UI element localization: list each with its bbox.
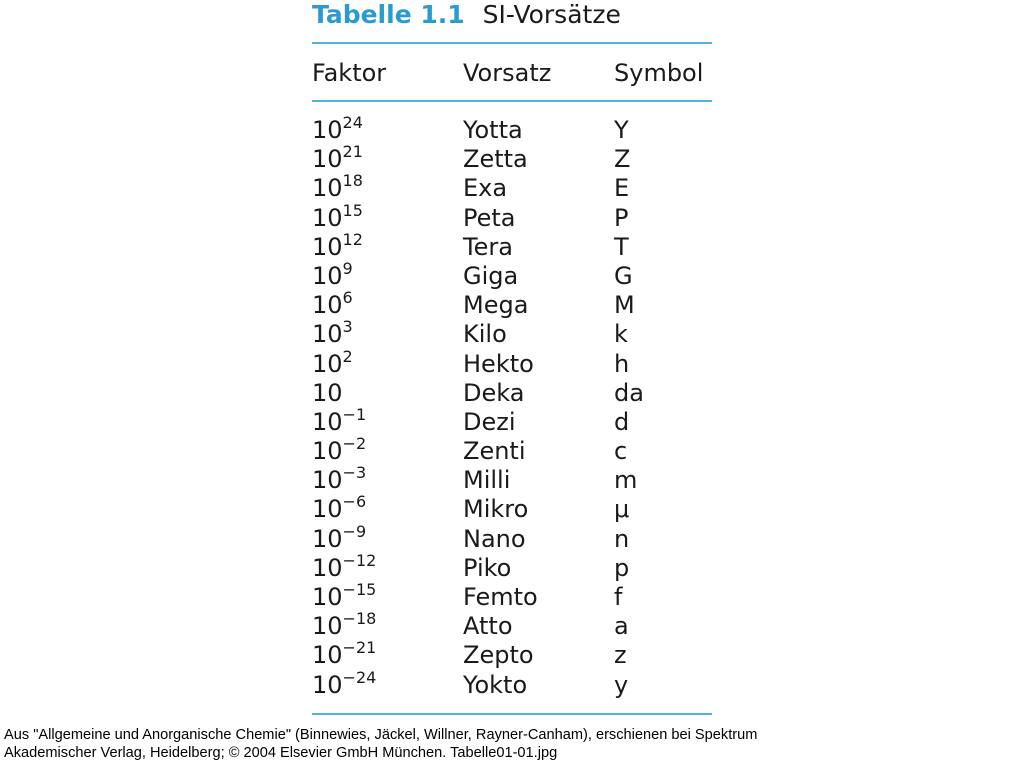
factor-exponent: 18 [342,171,363,191]
factor-cell [312,669,376,702]
factor-exponent: −2 [342,434,367,454]
factor-base: 10 [312,203,343,232]
factor-base: 10 [312,612,343,641]
bottom-rule [312,713,712,715]
factor-exponent: −9 [342,521,367,541]
table-row [312,260,712,289]
table-row [312,231,712,260]
prefix-cell: Kilo [463,320,507,349]
table-row [312,114,712,143]
table-row [312,318,712,347]
factor-exponent: −3 [342,463,367,483]
table-row [312,464,712,493]
table-row [312,610,712,639]
table-row [312,377,712,406]
symbol-cell: E [614,174,630,203]
prefix-cell: Atto [463,612,513,641]
prefix-cell: Milli [463,466,511,495]
symbol-cell: p [614,553,630,582]
table-number: Tabelle 1.1 [312,0,465,29]
table-row [312,523,712,552]
table-row [312,639,712,668]
symbol-cell: μ [614,495,630,524]
prefix-cell: Exa [463,174,508,203]
table-row [312,348,712,377]
factor-exponent: −21 [342,638,377,658]
symbol-cell: d [614,407,630,436]
factor-base: 10 [312,495,343,524]
prefix-cell: Nano [463,524,526,553]
prefix-cell: Femto [463,583,538,611]
factor-cell [312,231,363,264]
factor-exponent: −15 [342,580,377,599]
factor-exponent: 15 [342,200,363,220]
factor-base: 10 [312,553,343,582]
prefix-cell: Mega [463,291,529,320]
factor-exponent: 12 [342,229,363,249]
table-body [312,114,712,698]
prefix-cell: Dezi [463,407,516,436]
factor-base: 10 [312,378,343,407]
factor-base: 10 [312,291,343,320]
factor-exponent: 21 [342,142,363,162]
header-factor: Faktor [312,59,387,87]
factor-base: 10 [312,232,343,261]
factor-base: 10 [312,466,343,495]
symbol-cell: n [614,524,630,553]
prefix-cell: Yokto [463,670,528,699]
symbol-cell: T [614,232,629,261]
factor-base: 10 [312,670,343,699]
factor-base: 10 [312,407,343,436]
factor-base: 10 [312,174,343,203]
factor-exponent: −18 [342,609,377,629]
symbol-cell: z [614,641,627,670]
header-rule [312,100,712,102]
table-row [312,493,712,522]
table-row [312,406,712,435]
factor-base: 10 [312,437,343,466]
top-rule [312,42,712,44]
symbol-cell: k [614,320,628,349]
factor-base: 10 [312,349,343,378]
header-symbol: Symbol [614,59,704,87]
factor-base: 10 [312,261,343,290]
symbol-cell: da [614,378,644,407]
table-row [312,143,712,172]
factor-base: 10 [312,145,343,174]
symbol-cell: a [614,612,629,641]
factor-exponent: 3 [342,317,353,337]
factor-cell [312,348,353,381]
table-row [312,552,712,581]
factor-exponent: 2 [342,346,353,366]
prefix-cell: Yotta [463,116,523,144]
factor-cell [312,377,343,410]
factor-exponent: 6 [342,288,353,308]
table-caption [312,0,621,30]
factor-exponent: −1 [342,404,367,424]
prefix-cell: Giga [463,261,519,290]
prefix-cell: Peta [463,203,516,232]
factor-exponent: −12 [342,550,377,570]
factor-exponent: −6 [342,492,367,512]
symbol-cell: h [614,349,630,378]
factor-exponent: −24 [342,667,377,687]
factor-exponent: 9 [342,258,353,278]
prefix-cell: Zenti [463,437,526,466]
table-row [312,581,712,610]
factor-base: 10 [312,320,343,349]
prefix-cell: Hekto [463,349,534,378]
prefix-cell: Deka [463,378,525,407]
symbol-cell: P [614,203,629,232]
prefix-cell: Zepto [463,641,534,670]
table-row [312,172,712,201]
symbol-cell: y [614,670,629,699]
factor-base: 10 [312,583,343,611]
prefix-cell: Mikro [463,495,529,524]
factor-base: 10 [312,524,343,553]
symbol-cell: m [614,466,638,495]
table-row [312,289,712,318]
table-row [312,435,712,464]
table-title: SI-Vorsätze [482,0,621,29]
prefix-cell: Zetta [463,145,528,174]
table-header [312,56,712,90]
symbol-cell: G [614,261,633,290]
source-footer [4,726,757,762]
factor-base: 10 [312,116,343,144]
header-prefix: Vorsatz [463,59,552,87]
factor-exponent: 24 [342,113,363,132]
footer-line-1: Aus "Allgemeine und Anorganische Chemie" (Binnewies, Jäckel, Willner, Rayner-Canham), erschienen bei Spektrum [4,727,758,743]
factor-base: 10 [312,641,343,670]
table-row [312,669,712,698]
symbol-cell: f [614,583,623,611]
symbol-cell: M [614,291,635,320]
prefix-cell: Piko [463,553,512,582]
symbol-cell: c [614,437,628,466]
table-row [312,202,712,231]
prefix-cell: Tera [463,232,513,261]
symbol-cell: Z [614,145,631,174]
symbol-cell: Y [614,116,629,144]
footer-line-2: Akademischer Verlag, Heidelberg; © 2004 Elsevier GmbH München. Tabelle01-01.jpg [4,745,558,761]
